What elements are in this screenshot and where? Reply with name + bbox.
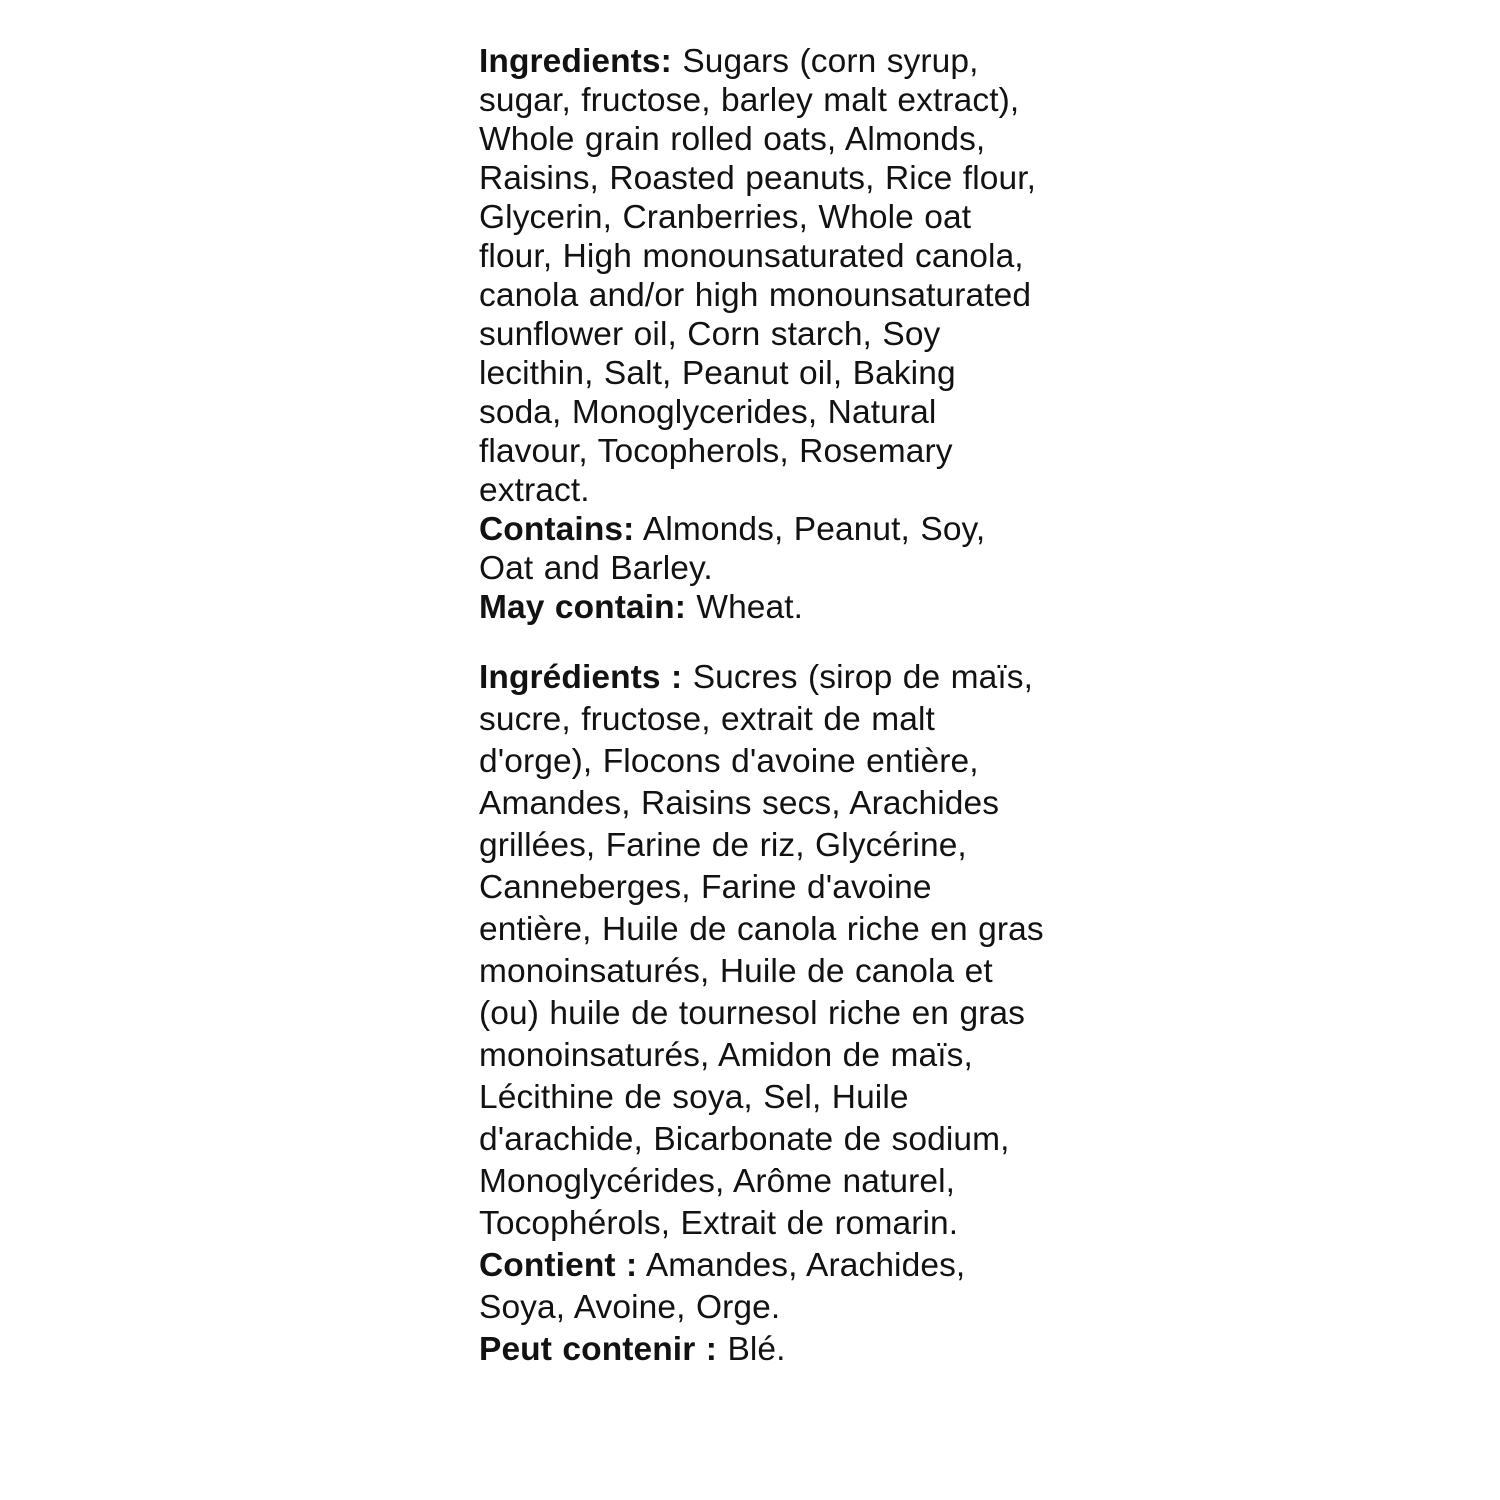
- may-contain-text-en: Wheat.: [685, 589, 804, 626]
- ingredients-paragraph-en: [479, 42, 1045, 510]
- contains-paragraph-fr: [479, 1245, 1045, 1329]
- ingredients-section-french: [479, 657, 1045, 1371]
- may-contain-paragraph-en: [479, 588, 1045, 627]
- ingredients-heading-fr: Ingrédients :: [479, 659, 683, 696]
- contains-paragraph-en: [479, 510, 1045, 588]
- contains-text-en: Almonds, Peanut, Soy, Oat and Barley.: [479, 511, 986, 587]
- may-contain-heading-en: May contain:: [479, 589, 686, 626]
- contains-heading-en: Contains:: [479, 511, 635, 548]
- ingredients-section-english: [479, 42, 1045, 627]
- ingredients-heading-en: Ingredients:: [479, 43, 672, 80]
- ingredients-text-en: Sugars (corn syrup, sugar, fructose, barley malt extract), Whole grain rolled oats, Almonds, Raisins, Roasted peanuts, Rice flour, Glycerin, Cranberries, Whole oat flour, High monounsaturated canola, canola and/or high monounsaturated sunflower oil, Corn starch, Soy lecithin, Salt, Peanut oil, Baking soda, Monoglycerides, Natural flavour, Tocopherols, Rosemary extract.: [479, 43, 1037, 509]
- ingredients-panel: [479, 42, 1045, 1371]
- may-contain-text-fr: Blé.: [717, 1331, 786, 1368]
- contains-text-fr: Amandes, Arachides, Soya, Avoine, Orge.: [479, 1247, 966, 1326]
- contains-heading-fr: Contient :: [479, 1247, 638, 1284]
- ingredients-text-fr: Sucres (sirop de maïs, sucre, fructose, extrait de malt d'orge), Flocons d'avoine entière, Amandes, Raisins secs, Arachides grillées, Farine de riz, Glycérine, Canneberges, Farine d'avoine entière, Huile de canola riche en gras monoinsaturés, Huile de canola et (ou) huile de tournesol riche en gras monoinsaturés, Amidon de maïs, Lécithine de soya, Sel, Huile d'arachide, Bicarbonate de sodium, Monoglycérides, Arôme naturel, Tocophérols, Extrait de romarin.: [479, 659, 1044, 1242]
- may-contain-paragraph-fr: [479, 1329, 1045, 1371]
- may-contain-heading-fr: Peut contenir :: [479, 1331, 718, 1368]
- ingredients-paragraph-fr: [479, 657, 1045, 1245]
